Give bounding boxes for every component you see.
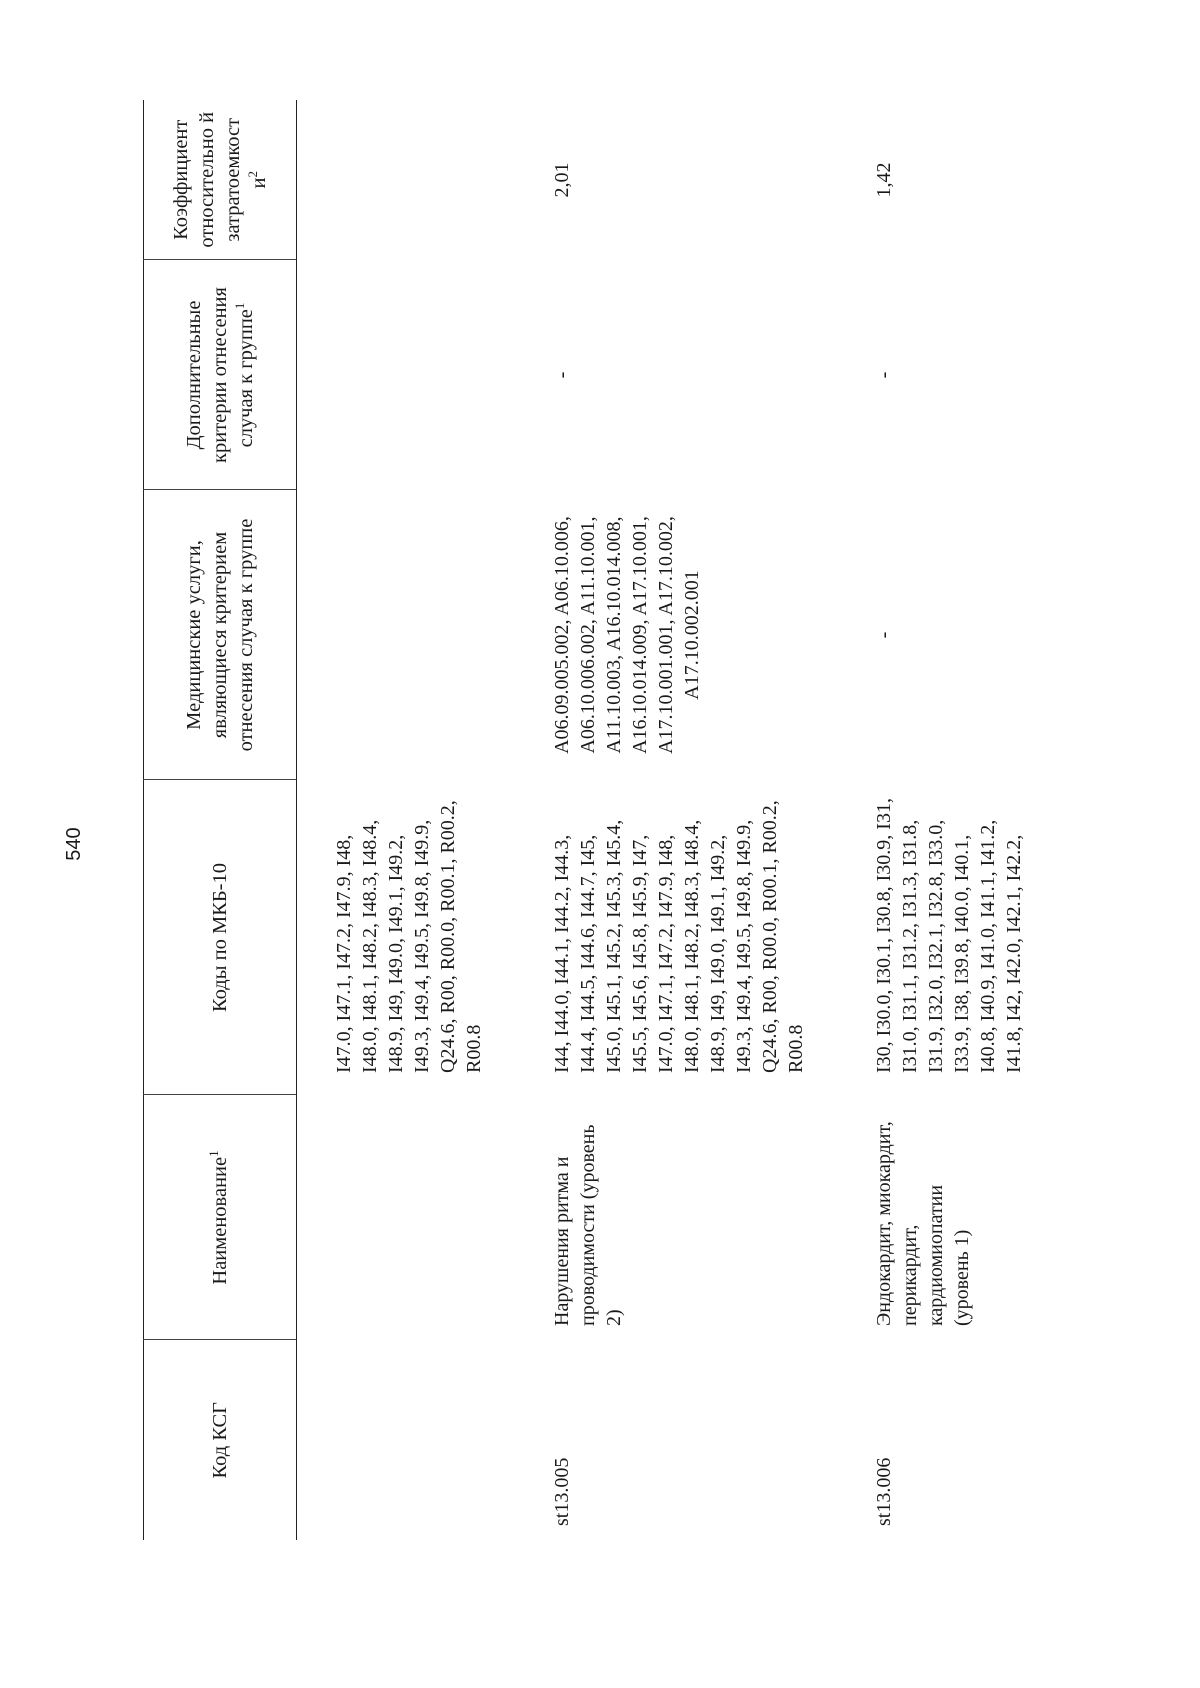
cell-code: st13.005	[551, 1457, 573, 1526]
cell-coef: 2,01	[551, 162, 573, 198]
header-coef: Коэффициент относительно й затратоемкост $и^2$	[144, 100, 297, 260]
cell-mkb: I44, I44.0, I44.1, I44.2, I44.3, I44.4, I44.5, I44.6, I44.7, I45, I45.0, I45.1, I45.2, I45.3, I45.4, I45.5, I45.6, I45.8, I45.9, I47, I47.0, I47.1, I47.2, I47.9, I48, I48.0, I48.1, I48.2, I48.3, I48.4, I48.9, I49, I49.0, I49.1, I49.2, I49.3, I49.4, I49.5, I49.8, I49.9, Q24.6, R00, R00.0, R00.1, R00.2, R00.8	[551, 800, 807, 1073]
ksg-table	[143, 100, 1051, 1540]
header-code: Код КСГ	[144, 1340, 297, 1540]
cell-services: A06.09.005.002, A06.10.006, A06.10.006.002, A11.10.001, A11.10.003, A16.10.014.008, A16.10.014.009, A17.10.001, A17.10.001.001, A17.10.002, A17.10.002.001	[551, 516, 703, 754]
header-name: Наименование$^1$	[144, 1095, 297, 1340]
header-services: Медицинские услуги, являющиеся критерием отнесения случая к группе	[144, 490, 297, 780]
cell-code: st13.006	[873, 1457, 895, 1526]
cell-criteria: -	[551, 371, 573, 379]
table-row	[809, 100, 1051, 1540]
page-number: 540	[63, 827, 85, 861]
cell-criteria: -	[873, 371, 895, 379]
rotated-table-container	[143, 100, 1193, 1540]
cell-services: -	[873, 631, 895, 639]
cell-mkb: I47.0, I47.1, I47.2, I47.9, I48, I48.0, I48.1, I48.2, I48.3, I48.4, I48.9, I49, I49.0, I49.1, I49.2, I49.3, I49.4, I49.5, I49.8, I49.9, Q24.6, R00, R00.0, R00.1, R00.2, R00.8	[333, 800, 485, 1073]
header-mkb: Коды по МКБ-10	[144, 780, 297, 1095]
cell-coef	[297, 100, 494, 260]
table-row	[297, 100, 494, 1540]
table-row	[493, 100, 809, 1540]
cell-name: Эндокардит, миокардит, перикардит, кардиомиопатии (уровень 1)	[873, 1121, 973, 1326]
table-header-row	[144, 100, 297, 1540]
cell-coef: 1,42	[873, 162, 895, 198]
header-criteria: Дополнительные критерии отнесения случая к группе$^1$	[144, 260, 297, 490]
cell-code	[297, 1340, 494, 1540]
cell-criteria	[297, 260, 494, 490]
cell-name: Нарушения ритма и проводимости (уровень 2)	[551, 1124, 625, 1326]
cell-mkb: I30, I30.0, I30.1, I30.8, I30.9, I31, I31.0, I31.1, I31.2, I31.3, I31.8, I31.9, I32.0, I32.1, I32.8, I33.0, I33.9, I38, I39.8, I40.0, I40.1, I40.8, I40.9, I41.0, I41.1, I41.2, I41.8, I42, I42.0, I42.1, I42.2,	[873, 798, 1025, 1073]
cell-services	[297, 490, 494, 780]
cell-name	[297, 1095, 494, 1340]
